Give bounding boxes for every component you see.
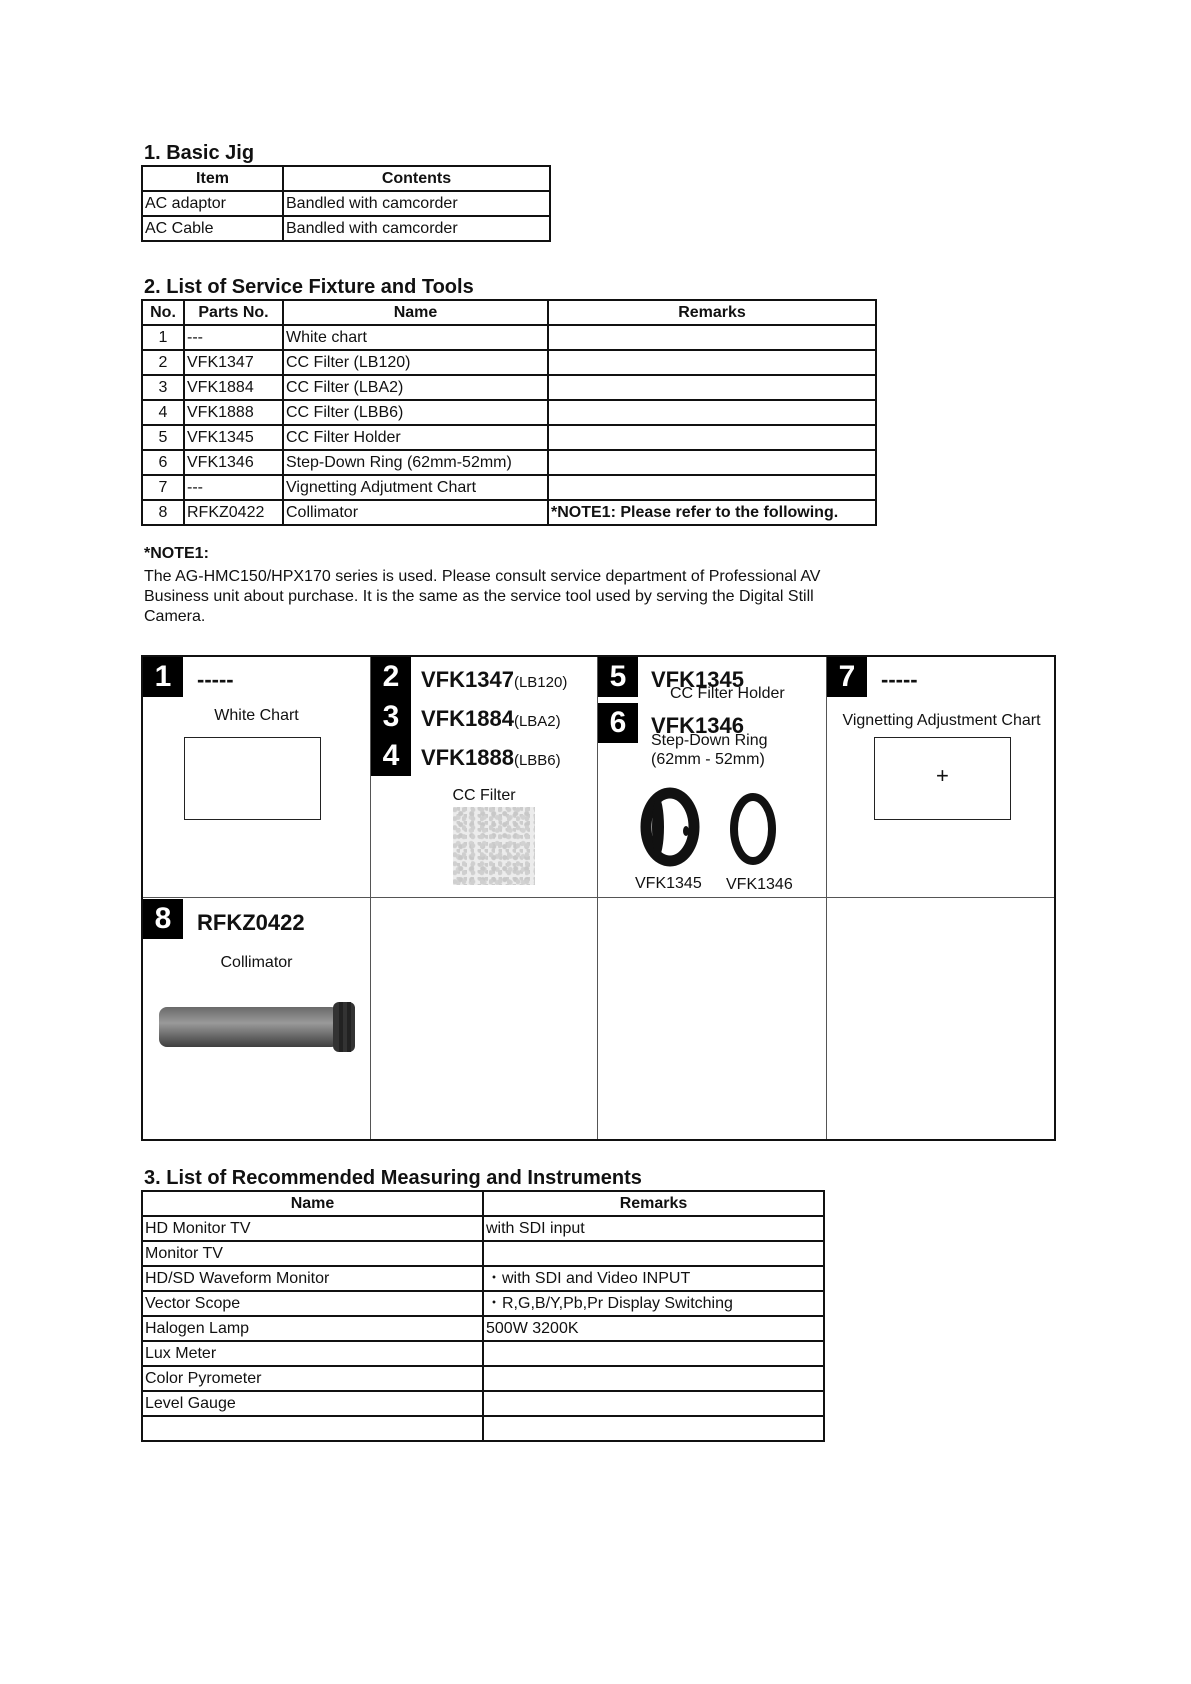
column-header: Parts No. bbox=[184, 300, 283, 325]
table-cell bbox=[142, 1416, 483, 1441]
collimator-label: Collimator bbox=[220, 954, 293, 971]
table-row bbox=[142, 1366, 824, 1391]
table-row bbox=[142, 1391, 824, 1416]
table-cell: VFK1345 bbox=[184, 425, 283, 450]
table-cell: ・R,G,B/Y,Pb,Pr Display Switching bbox=[483, 1291, 824, 1316]
table-row bbox=[142, 500, 876, 525]
white-chart-label: White Chart bbox=[214, 707, 299, 724]
table-row bbox=[142, 191, 550, 216]
table-row bbox=[142, 216, 550, 241]
column-header: Name bbox=[142, 1191, 483, 1216]
table-row bbox=[142, 1291, 824, 1316]
collimator-image bbox=[153, 997, 365, 1057]
table-cell: 6 bbox=[142, 450, 184, 475]
section3-title: 3. List of Recommended Measuring and Instruments bbox=[144, 1167, 642, 1189]
fixture-code bbox=[421, 667, 567, 693]
fixture-number-badge: 2 bbox=[371, 657, 411, 697]
note-body: The AG-HMC150/HPX170 series is used. Please consult service department of Professional AV Business unit about purchase. It is the same as the service tool used by serving the Digital Still Camera. bbox=[144, 568, 821, 625]
fixture-number-badge: 6 bbox=[598, 703, 638, 743]
table-cell: Bandled with camcorder bbox=[283, 191, 550, 216]
table-row bbox=[142, 1416, 824, 1441]
part-number: VFK1888 bbox=[421, 745, 514, 770]
basic-jig-table bbox=[141, 165, 551, 242]
table-row bbox=[142, 375, 876, 400]
fixture-code bbox=[421, 706, 561, 732]
table-cell: Monitor TV bbox=[142, 1241, 483, 1266]
step-down-ring-size: (62mm - 52mm) bbox=[651, 751, 765, 768]
table-cell bbox=[483, 1366, 824, 1391]
table-cell: Lux Meter bbox=[142, 1341, 483, 1366]
table-row bbox=[142, 325, 876, 350]
table-cell: --- bbox=[184, 475, 283, 500]
table-cell bbox=[548, 400, 876, 425]
note-title: *NOTE1: bbox=[144, 545, 209, 562]
fixture-code: ----- bbox=[881, 667, 918, 692]
part-number: VFK1347 bbox=[421, 667, 514, 692]
table-cell: Collimator bbox=[283, 500, 548, 525]
column-header: Name bbox=[283, 300, 548, 325]
table-cell: VFK1884 bbox=[184, 375, 283, 400]
table-cell: VFK1346 bbox=[184, 450, 283, 475]
step-down-ring-label: Step-Down Ring bbox=[651, 732, 768, 749]
part-number: VFK1884 bbox=[421, 706, 514, 731]
table-header-row bbox=[142, 166, 550, 191]
column-header: Remarks bbox=[548, 300, 876, 325]
white-chart-image bbox=[184, 737, 321, 820]
table-cell bbox=[483, 1341, 824, 1366]
filter-holder-caption: VFK1345 bbox=[635, 875, 702, 892]
section2-title: 2. List of Service Fixture and Tools bbox=[144, 276, 474, 298]
fixture-code: RFKZ0422 bbox=[197, 910, 305, 935]
fixture-number-badge: 3 bbox=[371, 697, 411, 737]
table-cell: 500W 3200K bbox=[483, 1316, 824, 1341]
table-header-row bbox=[142, 300, 876, 325]
table-cell: RFKZ0422 bbox=[184, 500, 283, 525]
table-row bbox=[142, 425, 876, 450]
table-row bbox=[142, 1341, 824, 1366]
table-row bbox=[142, 475, 876, 500]
fixture-code: VFK1346 bbox=[651, 713, 744, 738]
table-cell: with SDI input bbox=[483, 1216, 824, 1241]
table-cell bbox=[548, 450, 876, 475]
table-cell: Vignetting Adjutment Chart bbox=[283, 475, 548, 500]
table-cell: ・with SDI and Video INPUT bbox=[483, 1266, 824, 1291]
table-cell: 5 bbox=[142, 425, 184, 450]
cc-filter-label: CC Filter bbox=[452, 787, 516, 804]
section1-title: 1. Basic Jig bbox=[144, 142, 255, 164]
column-header: Contents bbox=[283, 166, 550, 191]
table-cell bbox=[483, 1416, 824, 1441]
table-cell: Vector Scope bbox=[142, 1291, 483, 1316]
table-row bbox=[142, 400, 876, 425]
column-header: Remarks bbox=[483, 1191, 824, 1216]
table-cell: Level Gauge bbox=[142, 1391, 483, 1416]
instruments-table bbox=[141, 1190, 825, 1442]
vignetting-chart-label: Vignetting Adjustment Chart bbox=[842, 712, 1041, 729]
table-cell bbox=[548, 350, 876, 375]
table-cell: 1 bbox=[142, 325, 184, 350]
column-header: No. bbox=[142, 300, 184, 325]
table-cell: 3 bbox=[142, 375, 184, 400]
fixture-code bbox=[421, 745, 561, 771]
table-cell: HD/SD Waveform Monitor bbox=[142, 1266, 483, 1291]
table-cell: CC Filter (LB120) bbox=[283, 350, 548, 375]
table-row bbox=[142, 1266, 824, 1291]
service-fixture-table bbox=[141, 299, 877, 526]
table-header-row bbox=[142, 1191, 824, 1216]
table-cell bbox=[483, 1391, 824, 1416]
fixture-number-badge: 1 bbox=[143, 657, 183, 697]
table-cell bbox=[548, 375, 876, 400]
table-row bbox=[142, 1316, 824, 1341]
fixture-code: ----- bbox=[197, 667, 234, 692]
filter-type: (LB120) bbox=[513, 674, 568, 691]
table-cell: Bandled with camcorder bbox=[283, 216, 550, 241]
filter-type: (LBB6) bbox=[513, 752, 561, 769]
crosshair-mark: + bbox=[936, 763, 949, 788]
fixture-number-badge: 4 bbox=[371, 736, 411, 776]
table-cell: 8 bbox=[142, 500, 184, 525]
column-header: Item bbox=[142, 166, 283, 191]
table-cell: 7 bbox=[142, 475, 184, 500]
table-cell: White chart bbox=[283, 325, 548, 350]
table-cell: AC Cable bbox=[142, 216, 283, 241]
cc-filter-image bbox=[453, 807, 535, 885]
table-cell: CC Filter (LBB6) bbox=[283, 400, 548, 425]
fixture-grid bbox=[141, 655, 1056, 1141]
table-row bbox=[142, 350, 876, 375]
grid-divider bbox=[143, 897, 1054, 898]
filter-holder-ring-image bbox=[636, 785, 796, 870]
table-cell bbox=[548, 475, 876, 500]
step-down-ring-caption: VFK1346 bbox=[726, 876, 793, 893]
table-cell bbox=[548, 325, 876, 350]
table-cell: Step-Down Ring (62mm-52mm) bbox=[283, 450, 548, 475]
table-cell: Color Pyrometer bbox=[142, 1366, 483, 1391]
table-cell: 2 bbox=[142, 350, 184, 375]
fixture-number-badge: 8 bbox=[143, 899, 183, 939]
filter-holder-label: CC Filter Holder bbox=[670, 685, 785, 702]
table-cell: VFK1888 bbox=[184, 400, 283, 425]
fixture-code: VFK1345 bbox=[651, 667, 744, 692]
table-cell bbox=[548, 425, 876, 450]
table-cell: 4 bbox=[142, 400, 184, 425]
filter-type: (LBA2) bbox=[513, 713, 561, 730]
table-cell: VFK1347 bbox=[184, 350, 283, 375]
fixture-number-badge: 5 bbox=[598, 657, 638, 697]
table-cell: CC Filter (LBA2) bbox=[283, 375, 548, 400]
table-row bbox=[142, 1216, 824, 1241]
table-cell: *NOTE1: Please refer to the following. bbox=[548, 500, 876, 525]
fixture-number-badge: 7 bbox=[827, 657, 867, 697]
table-cell bbox=[483, 1241, 824, 1266]
table-cell: Halogen Lamp bbox=[142, 1316, 483, 1341]
table-row bbox=[142, 1241, 824, 1266]
table-cell: HD Monitor TV bbox=[142, 1216, 483, 1241]
table-cell: AC adaptor bbox=[142, 191, 283, 216]
table-row bbox=[142, 450, 876, 475]
table-cell: --- bbox=[184, 325, 283, 350]
table-cell: CC Filter Holder bbox=[283, 425, 548, 450]
